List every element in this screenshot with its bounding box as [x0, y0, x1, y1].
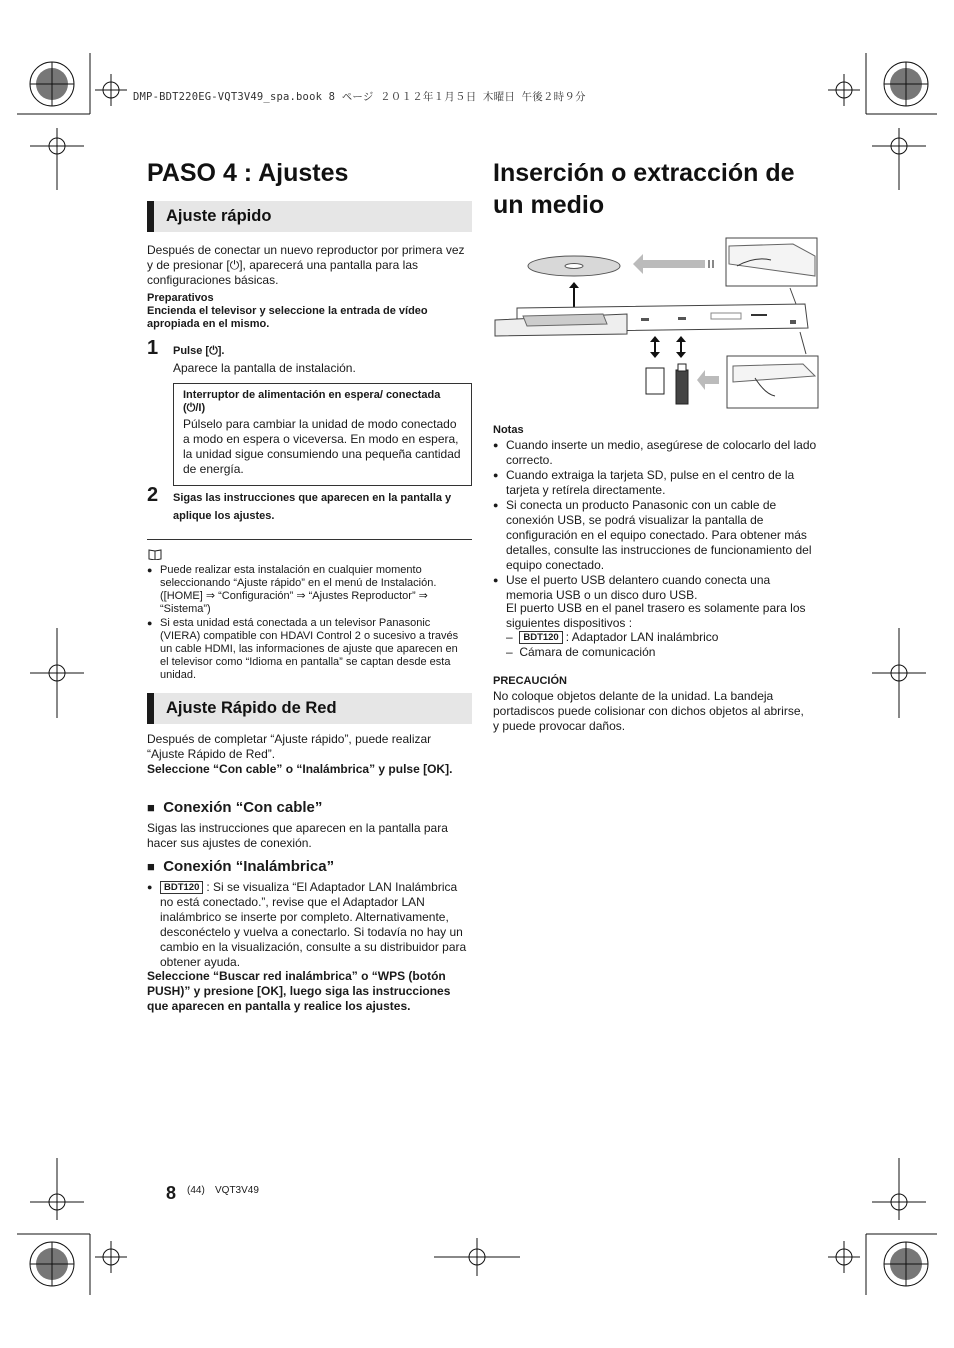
document-code: VQT3V49: [215, 1185, 259, 1196]
list-item: ● Cuando extraiga la tarjeta SD, pulse en el centro de la tarjeta y retírela directamente.: [493, 468, 818, 498]
media-notes: [493, 438, 818, 603]
list-item: ● Use el puerto USB delantero cuando conecta una memoria USB o un disco duro USB.: [493, 573, 818, 603]
dash-glyph: –: [506, 645, 520, 659]
network-setup-instruction: Seleccione “Con cable” o “Inalámbrica” y pulse [OK].: [147, 762, 453, 776]
wired-text: Sigas las instrucciones que aparecen en la pantalla para hacer sus ajustes de conexión.: [147, 821, 448, 850]
step-1-text: Pulse [⏻].: [173, 345, 225, 357]
usb-rear-text: El puerto USB en el panel trasero es solamente para los siguientes dispositivos :: [506, 601, 806, 630]
standby-switch-title: Interruptor de alimentación en espera/ conectada (⏻/I): [183, 389, 441, 414]
caution-label: PRECAUCIÓN: [493, 675, 567, 687]
page-title: PASO 4 : Ajustes: [147, 159, 349, 187]
step-1-number: 1: [147, 337, 159, 359]
section-heading-quick-setup: Ajuste rápido: [147, 201, 472, 232]
crop-mark-top-right: [828, 53, 937, 190]
wireless-note: [147, 880, 473, 970]
arrow-left-icon: [633, 254, 714, 274]
step-2-text: Sigas las instrucciones que aparecen en la pantalla y aplique los ajustes.: [173, 492, 452, 522]
sd-card-icon: [646, 336, 664, 394]
quick-setup-intro: Después de conectar un nuevo reproductor por primera vez y de presionar [⏻], aparecerá una pantalla para las configuraciones básicas.: [147, 243, 465, 287]
network-setup-intro: Después de completar “Ajuste rápido”, puede realizar “Ajuste Rápido de Red”.: [147, 732, 432, 761]
dash-item-lan: [506, 630, 818, 645]
player-device: [495, 304, 808, 336]
square-bullet-icon: ■: [147, 800, 155, 815]
crop-mark-bottom-center: [434, 1238, 520, 1276]
dash-item-camera: [506, 645, 818, 660]
wireless-instruction: Seleccione “Buscar red inalámbrica” o “WPS (botón PUSH)” y presione [OK], luego siga las instrucciones que aparecen en pantalla y realice los ajustes.: [147, 969, 451, 1013]
media-insertion-illustration: [493, 236, 820, 411]
model-badge: BDT120: [519, 631, 562, 644]
page-number: 8: [166, 1183, 177, 1203]
crop-mark-bottom-right: [828, 1158, 937, 1295]
crop-mark-bottom-left: [17, 1158, 127, 1295]
disc-icon: [528, 256, 620, 276]
dash-item-text: : Adaptador LAN inalámbrico: [565, 630, 719, 644]
standby-switch-box: [173, 383, 472, 486]
wireless-heading: [147, 858, 472, 876]
preparation-text: Encienda el televisor y seleccione la entrada de vídeo apropiada en el mismo.: [147, 305, 428, 330]
book-icon: [148, 549, 162, 560]
divider: [147, 539, 472, 540]
wireless-note-text: : Si se visualiza “El Adaptador LAN Inalámbrica no está conectado.”, revise que el Adaptador LAN inalámbrico se inserte por completo. Alternativamente, desconéctelo y vuelva a conectarlo. Si todavía no hay un cambio en la visualización, consulte a su distribuidor para obtener ayuda.: [160, 880, 467, 969]
list-item: ● Puede realizar esta instalación en cualquier momento seleccionando “Ajuste rápido” en el menú de Instalación. ([HOME] ⇒ “Configuración” ⇒ “Ajustes Reproductor” ⇒ “Sistema”): [147, 564, 467, 616]
crop-mark-top-left: [17, 53, 127, 190]
square-bullet-icon: ■: [147, 859, 155, 874]
section-heading-network-setup: Ajuste Rápido de Red: [147, 693, 472, 724]
step-1-subtext: Aparece la pantalla de instalación.: [173, 361, 356, 375]
usb-stick-icon: [676, 336, 688, 404]
zoom-detail-bottom: [727, 332, 818, 408]
zoom-detail-top: [726, 238, 817, 304]
wireless-heading-text: Conexión “Inalámbrica”: [163, 858, 335, 875]
notes-label: Notas: [493, 424, 524, 436]
section-title-media: Inserción o extracción de un medio: [493, 159, 795, 219]
wired-heading: [147, 799, 472, 817]
list-item: ● Cuando inserte un medio, asegúrese de colocarlo del lado correcto.: [493, 438, 818, 468]
wired-heading-text: Conexión “Con cable”: [163, 799, 323, 816]
quick-setup-notes: [147, 564, 467, 682]
caution-text: No coloque objetos delante de la unidad. La bandeja portadiscos puede colisionar con dichos objetos al abrirse, y puede provocar daños.: [493, 689, 804, 733]
list-item: ● Si conecta un producto Panasonic con un cable de conexión USB, se podrá visualizar la pantalla de configuración en el equipo conectado. Para obtener más detalles, consulte las instrucciones de funcionamiento del equipo conectado.: [493, 498, 818, 573]
standby-switch-text: Púlselo para cambiar la unidad de modo conectado a modo en espera o viceversa. En modo en espera, la unidad sigue consumiendo una pequeña cantidad de energía.: [183, 417, 461, 476]
dash-glyph: –: [506, 630, 520, 644]
print-info: DMP-BDT220EG-VQT3V49_spa.book 8 ページ ２０１２年１月５日 木曜日 午後２時９分: [133, 91, 586, 103]
arrow-left-small-icon: [697, 370, 719, 390]
list-item: ● Si esta unidad está conectada a un televisor Panasonic (VIERA) compatible con HDAVI Control 2 o sucesivo a través un cable HDMI, las informaciones de ajuste que aparecen en el televisor como “Idioma en pantalla” se captan desde esta unidad.: [147, 617, 467, 682]
preparation-label: Preparativos: [147, 292, 214, 304]
step-2-number: 2: [147, 484, 159, 506]
dash-item-text: Cámara de comunicación: [519, 645, 656, 659]
page-reference: (44): [187, 1185, 205, 1196]
model-badge: BDT120: [160, 881, 203, 894]
